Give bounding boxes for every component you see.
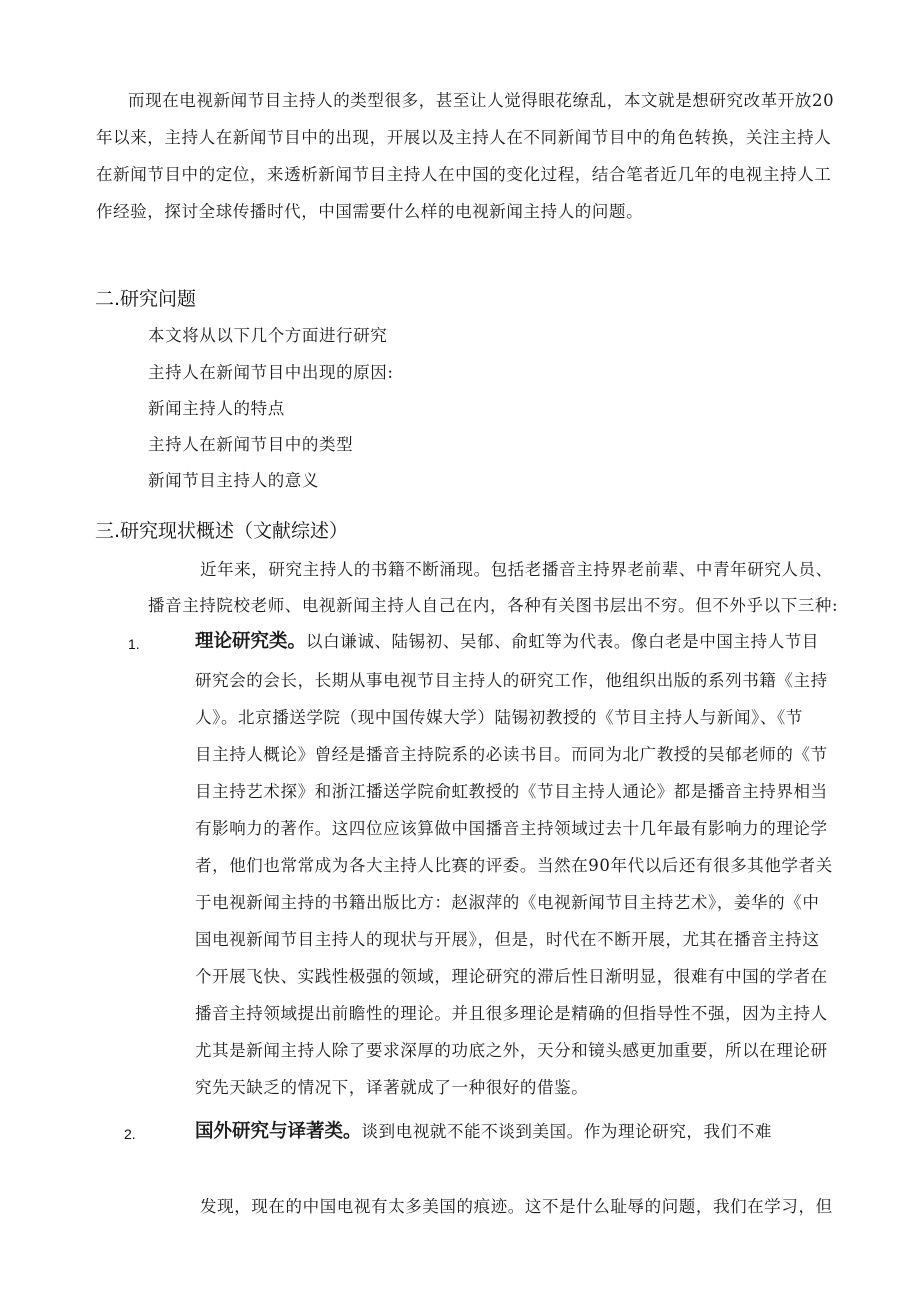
paragraph-line: 尤其是新闻主持人除了要求深厚的功底之外，天分和镜头感更加重要，所以在理论研	[195, 1041, 828, 1060]
paragraph-line: 在新闻节目中的定位，来透析新闻节目主持人在中国的变化过程，结合笔者近几年的电视主持人工	[96, 165, 832, 184]
list-item: 主持人在新闻节目中的类型	[148, 435, 354, 454]
paragraph-line: 播音主持院校老师、电视新闻主持人自己在内，各种有关图书层出不穷。但不外乎以下三种:	[148, 596, 839, 615]
paragraph-line: 有影响力的著作。这四位应该算做中国播音主持领域过去十几年最有影响力的理论学	[195, 819, 828, 838]
list-item: 新闻节目主持人的意义	[148, 471, 319, 490]
paragraph-line: 究先天缺乏的情况下，译著就成了一种很好的借鉴。	[195, 1078, 589, 1097]
paragraph-line: 播音主持领域提出前瞻性的理论。并且很多理论是精确的但指导性不强，因为主持人	[195, 1004, 828, 1023]
paragraph-line: 研究会的会长，长期从事电视节目主持人的研究工作，他组织出版的系列书籍《主持	[195, 671, 828, 690]
section-heading: 二.研究问题	[95, 288, 197, 310]
item-lead: 国外研究与译著类。	[195, 1121, 362, 1142]
paragraph-line: 年以来，主持人在新闻节目中的出现，开展以及主持人在不同新闻节目中的角色转换，关注主持人	[96, 128, 832, 147]
paragraph-line: 者，他们也常常成为各大主持人比赛的评委。当然在90年代以后还有很多其他学者关	[195, 856, 833, 875]
paragraph-line: 而现在电视新闻节目主持人的类型很多，甚至让人觉得眼花缭乱，本文就是想研究改革开放20	[128, 91, 835, 110]
list-item: 本文将从以下几个方面进行研究	[148, 326, 388, 345]
list-item: 新闻主持人的特点	[148, 399, 285, 418]
list-number: 2.	[124, 1126, 136, 1142]
item-text: 以白谦诚、陆锡初、吴郁、俞虹等为代表。像白老是中国主持人节目	[306, 632, 820, 651]
item-first-line	[195, 632, 819, 652]
section-heading: 三.研究现状概述（文献综述）	[95, 520, 349, 542]
paragraph-line: 发现，现在的中国电视有太多美国的痕迹。这不是什么耻辱的问题，我们在学习，但	[200, 1197, 833, 1216]
paragraph-line: 作经验，探讨全球传播时代，中国需要什么样的电视新闻主持人的问题。	[96, 202, 644, 221]
paragraph-line: 人》。北京播送学院（现中国传媒大学）陆锡初教授的《节目主持人与新闻》、《节	[195, 708, 803, 727]
paragraph-line: 目主持人概论》曾经是播音主持院系的必读书目。而同为北广教授的吴郁老师的《节	[195, 745, 828, 764]
paragraph-line: 近年来，研究主持人的书籍不断涌现。包括老播音主持界老前辈、中青年研究人员、	[200, 560, 833, 579]
paragraph-line: 目主持艺术探》和浙江播送学院俞虹教授的《节目主持人通论》都是播音主持界相当	[195, 782, 828, 801]
paragraph-line: 个开展飞快、实践性极强的领域，理论研究的滞后性日渐明显，很难有中国的学者在	[195, 967, 828, 986]
list-item: 主持人在新闻节目中出现的原因:	[148, 363, 394, 382]
item-text: 谈到电视就不能不谈到美国。作为理论研究，我们不难	[361, 1122, 772, 1141]
list-number: 1.	[128, 636, 140, 652]
item-first-line	[195, 1122, 772, 1142]
paragraph-line: 国电视新闻节目主持人的现状与开展》，但是，时代在不断开展，尤其在播音主持这	[195, 930, 820, 949]
item-lead: 理论研究类。	[195, 631, 307, 652]
paragraph-line: 于电视新闻主持的书籍出版比方：赵淑萍的《电视新闻节目主持艺术》，姜华的《中	[195, 893, 820, 912]
